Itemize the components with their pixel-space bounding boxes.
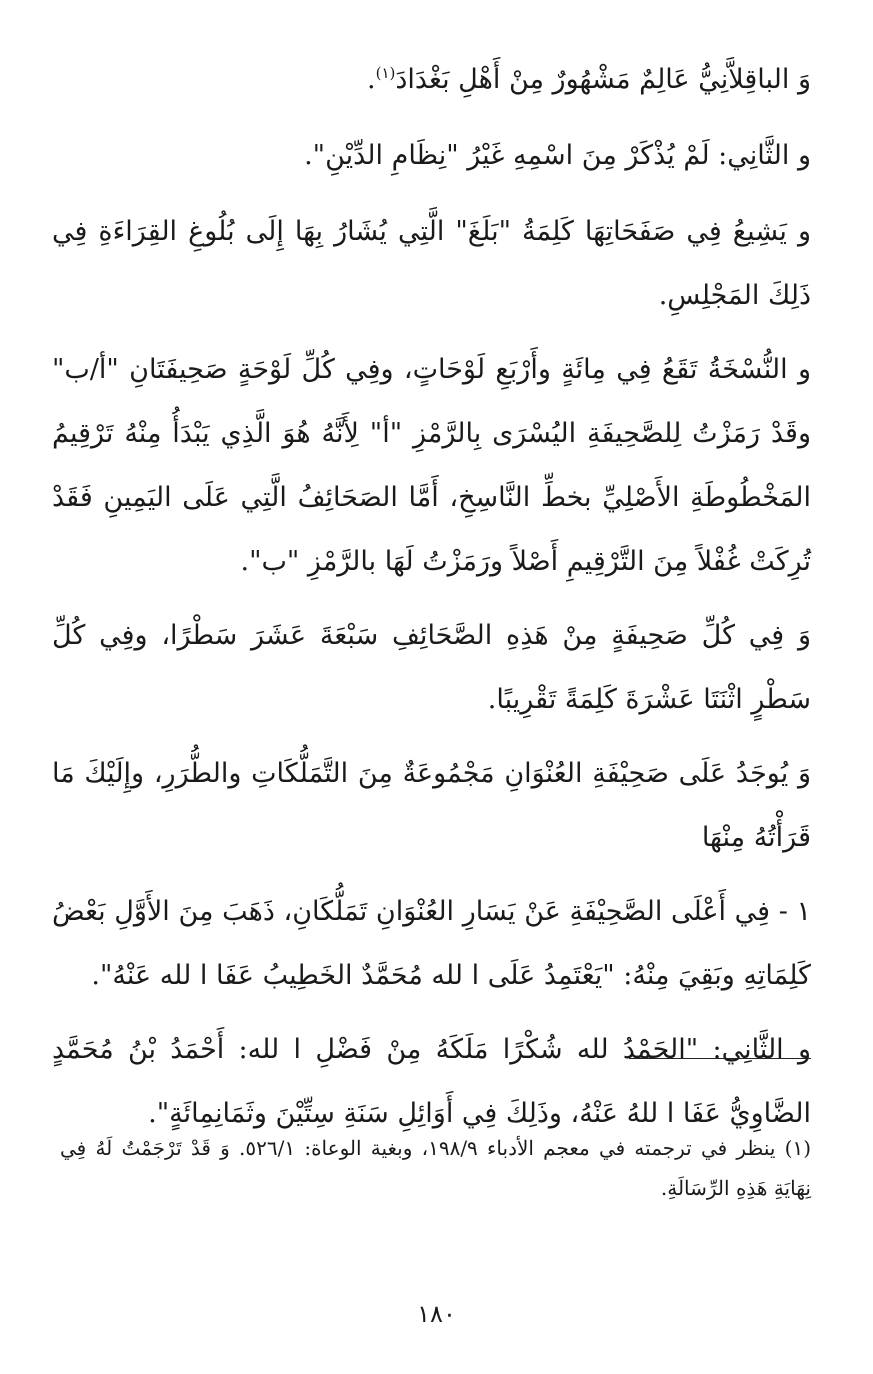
paragraph-manuscript-folios: و النُّسْخَةُ تَقَعُ فِي مِائَةٍ وأَرْبَعِ لَوْحَاتٍ، وفِي كُلِّ لَوْحَةٍ صَحِيفَتَانِ "أ/ب" وقَدْ رَمَزْتُ لِلصَّحِيفَةِ اليُسْرَى بِالرَّمْزِ "أ" لِأَنَّهُ هُوَ الَّذِي يَبْدَأُ مِنْهُ تَرْقِيمُ المَخْطُوطَةِ الأَصْلِيِّ بخطِّ النَّاسِخِ، أَمَّا الصَحَائِفُ الَّتِي عَلَى اليَمِينِ فَقَدْ تُرِكَتْ غُفْلاً مِنَ التَّرْقِيمِ أَصْلاً ورَمَزْتُ لَهَا بالرَّمْزِ "ب". [52,354,811,577]
paragraph-title-page: وَ يُوجَدُ عَلَى صَحِيْفَةِ العُنْوَانِ مَجْمُوعَةٌ مِنَ التَّمَلُّكَاتِ والطُّرَرِ، وإِلَيْكَ مَا قَرَأْتُهُ مِنْهَا [52,758,811,853]
footnote: (١) ينظر في ترجمته في معجم الأدباء ١٩٨/٩، وبغية الوعاة: ٥٢٦/١. وَ قَدْ تَرْجَمْتُ لَهُ فِي نِهَايَةِ هَذِهِ الرِّسَالَةِ. [60,1136,812,1200]
paragraph-second-ownership: و الثَّانِي: "الحَمْدُ لله شُكْرًا مَلَكَهُ مِنْ فَضْلِ ا لله: أَحْمَدُ بْنُ مُحَمَّدٍ الضَّاوِيُّ عَفَا ا للهُ عَنْهُ، وذَلِكَ فِي أَوَائِلِ سَنَةِ سِتِّيْنَ وثَمَانِمِائَةٍ". [52,1034,811,1129]
paragraph-lines-per-page: وَ فِي كُلِّ صَحِيفَةٍ مِنْ هَذِهِ الصَّحَائِفِ سَبْعَةَ عَشَرَ سَطْرًا، وفِي كُلِّ سَطْرٍ اثْنَتَا عَشْرَةَ كَلِمَةً تَقْرِيبًا. [52,620,811,715]
footnote-separator [629,1058,811,1059]
paragraph-second-name: و الثَّانِي: لَمْ يُذْكَرْ مِنَ اسْمِهِ غَيْرُ "نِظَامِ الدِّيْنِ". [304,140,811,171]
page-body [52,48,811,1156]
footnote-reference[interactable]: (١) [375,64,396,82]
paragraph-balagha: و يَشِيعُ فِي صَفَحَاتِهَا كَلِمَةُ "بَلَغَ" الَّتِي يُشَارُ بِهَا إِلَى بُلُوغِ القِرَاءَةِ فِي ذَلِكَ المَجْلِسِ. [52,216,811,311]
paragraph-first-ownership: ١ - فِي أَعْلَى الصَّحِيْفَةِ عَنْ يَسَارِ العُنْوَانِ تَمَلُّكَانِ، ذَهَبَ مِنَ الأَوَّلِ بَعْضُ كَلِمَاتِهِ وبَقِيَ مِنْهُ: "يَعْتَمِدُ عَلَى ا لله مُحَمَّدٌ الخَطِيبُ عَفَا ا لله عَنْهُ". [52,896,811,991]
paragraph-text: وَ الباقِلاَّنِيُّ عَالِمٌ مَشْهُورٌ مِنْ أَهْلِ بَغْدَادَ [395,64,811,95]
page-number: ١٨٠ [417,1300,456,1328]
paragraph-tail: . [366,64,376,95]
paragraph-baqillani [52,48,811,112]
